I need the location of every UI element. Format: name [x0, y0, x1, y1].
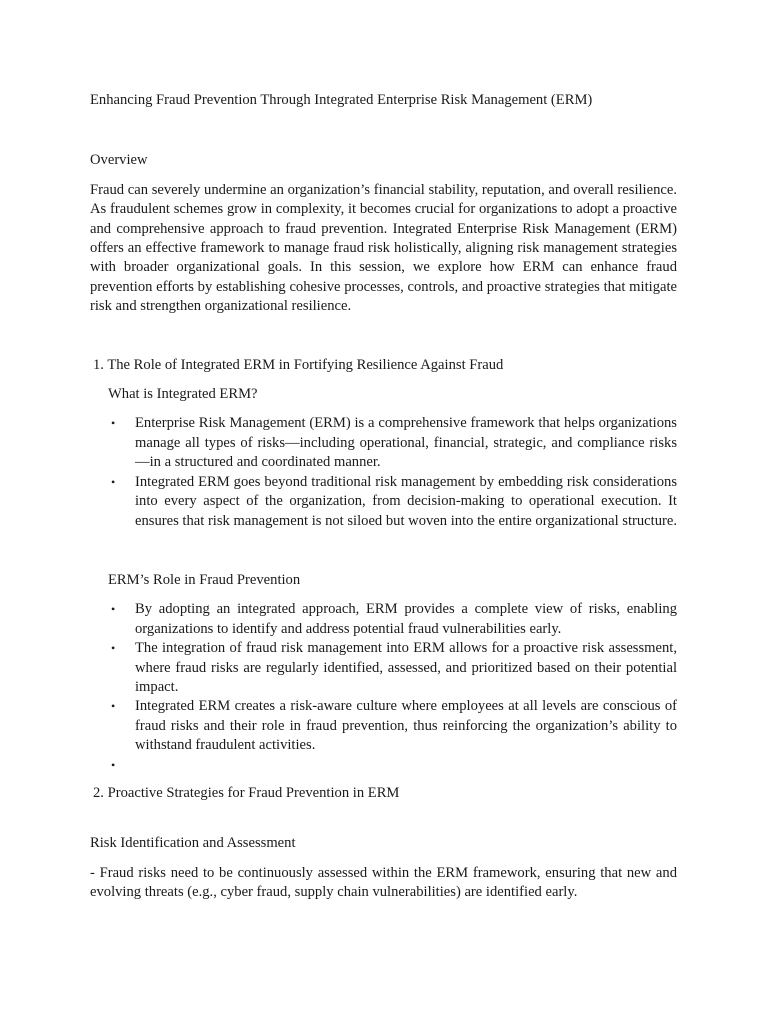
document-page: [90, 91, 677, 903]
what-is-erm-heading: What is Integrated ERM?: [108, 386, 258, 403]
list-item-text: The integration of fraud risk management into ERM allows for a proactive risk assessment, where fraud risks are regularly identified, assessed, and prioritized based on their potential impact.: [135, 640, 677, 695]
overview-paragraph: Fraud can severely undermine an organization’s financial stability, reputation, and overall resilience. As fraudulent schemes grow in complexity, it becomes crucial for organizations to adopt a proactive and comprehensive approach to fraud prevention. Integrated Enterprise Risk Management (ERM) offers an effective framework to manage fraud risk holistically, aligning risk management strategies with broader organizational goals. In this session, we explore how ERM can enhance fraud prevention efforts by establishing cohesive processes, controls, and proactive strategies that mitigate risk and strengthen organizational resilience.: [90, 181, 677, 315]
list-item-text: By adopting an integrated approach, ERM provides a complete view of risks, enabling organizations to identify and address potential fraud vulnerabilities early.: [135, 601, 677, 637]
overview-heading: Overview: [90, 152, 148, 169]
section-2-heading: 2. Proactive Strategies for Fraud Prevention in ERM: [93, 784, 400, 801]
erm-role-list: [90, 600, 677, 775]
list-item-text: Enterprise Risk Management (ERM) is a comprehensive framework that helps organizations manage all types of risks—including operational, financial, strategic, and compliance risks—in a structured and coordinated manner.: [135, 415, 677, 471]
list-item: [111, 473, 677, 531]
section-1-heading: 1. The Role of Integrated ERM in Fortifying Resilience Against Fraud: [93, 356, 504, 373]
what-is-erm-list: [90, 414, 677, 530]
list-item-text: Integrated ERM goes beyond traditional risk management by embedding risk considerations into every aspect of the organization, from decision-making to operational execution. It ensures that risk management is not siloed but woven into the entire organizational structure.: [135, 473, 677, 529]
erm-role-heading: ERM’s Role in Fraud Prevention: [108, 571, 301, 588]
document-title: Enhancing Fraud Prevention Through Integrated Enterprise Risk Management (ERM): [90, 92, 593, 108]
bullet-icon: •: [111, 641, 116, 656]
bullet-icon: •: [111, 602, 116, 617]
bullet-icon: •: [111, 474, 116, 489]
list-item: [111, 414, 677, 472]
risk-identification-paragraph: - Fraud risks need to be continuously assessed within the ERM framework, ensuring that new and evolving threats (e.g., cyber fraud, supply chain vulnerabilities) are identified early.: [90, 864, 677, 901]
list-item: [111, 639, 677, 697]
list-item: [111, 697, 677, 755]
bullet-icon: •: [111, 757, 116, 772]
list-item: [111, 600, 677, 639]
bullet-icon: •: [111, 416, 116, 431]
list-item-text: Integrated ERM creates a risk-aware culture where employees at all levels are conscious of fraud risks and their role in fraud prevention, thus reinforcing the organization’s ability to withstand fraudulent activities.: [135, 698, 677, 754]
list-item: [111, 756, 677, 775]
risk-identification-heading: Risk Identification and Assessment: [90, 835, 296, 852]
bullet-icon: •: [111, 699, 116, 714]
